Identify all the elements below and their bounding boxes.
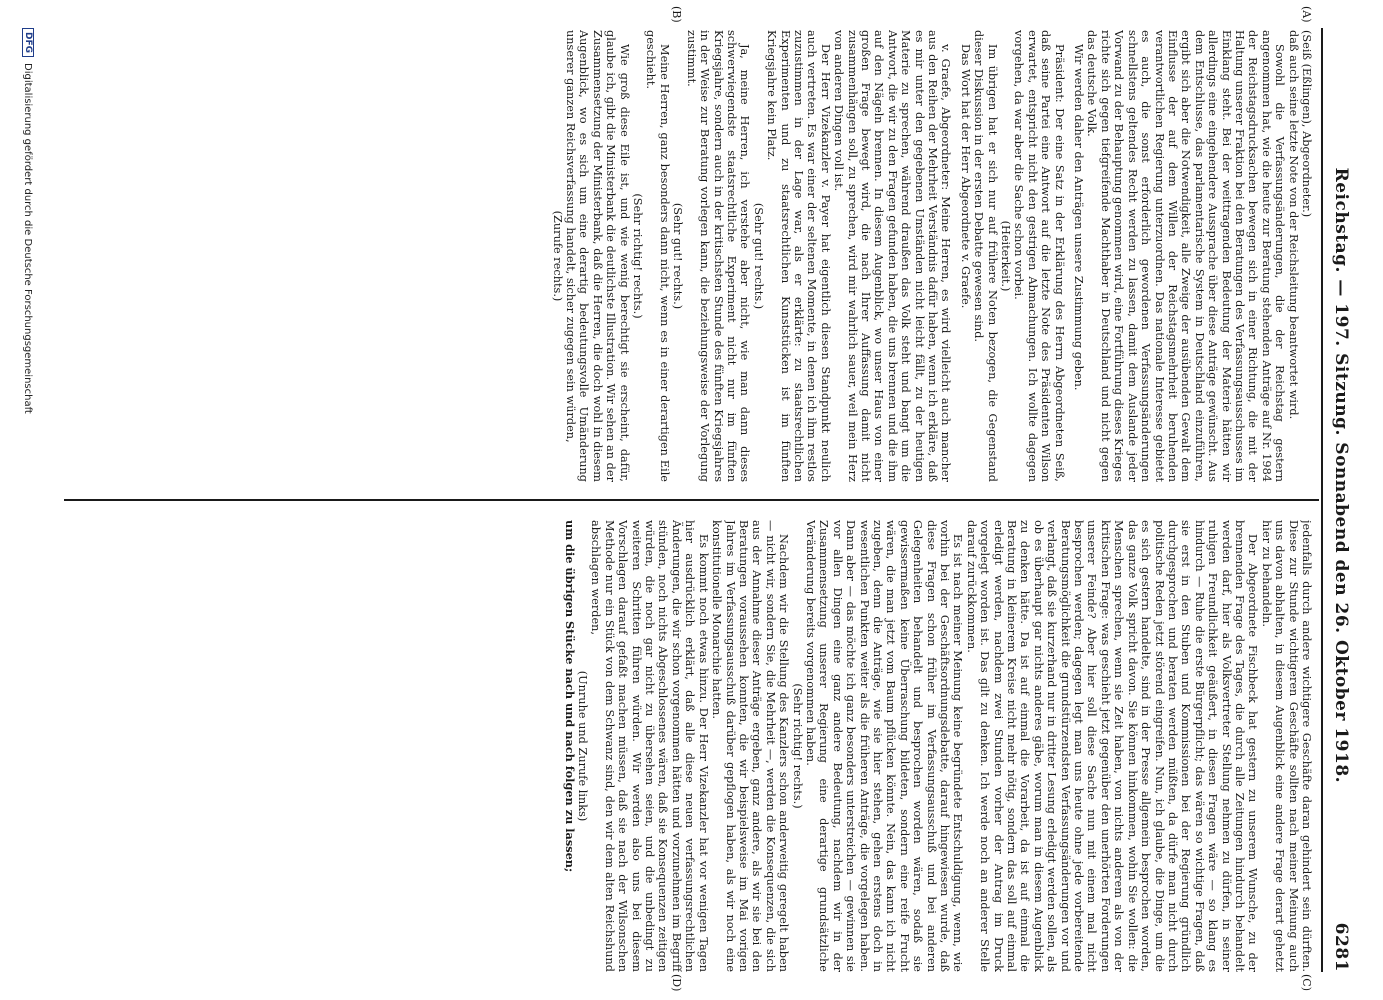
left-column-paragraph: daß auch seine letzte Note von der Reichsleitung beantwortet wird. bbox=[1286, 30, 1300, 420]
right-column-paragraph: jedenfalls durch andere wichtigere Geschäfte daran gehindert sein dürften. Diese zur Stunde wichtigeren Geschäfte sollten nach meiner Meinung auch uns davon abhalten, in diesem Augenblick eine andere Frage derart gehetzt hier zu behandeln. bbox=[1259, 520, 1313, 972]
header-rule bbox=[1321, 28, 1323, 972]
left-column-paragraph: (Seiß (Eßlingen), Abgeordneter.) bbox=[1300, 30, 1313, 218]
left-column bbox=[78, 30, 1313, 482]
margin-mark-b: (B) bbox=[670, 6, 683, 23]
page-title: Reichstag. — 197. Sitzung. Sonnabend den 26. Oktober 1918. bbox=[1331, 167, 1351, 784]
left-column-paragraph: Meine Herren, ganz besonders dann nicht, wenn es in einer derartigen Eile geschieht. bbox=[644, 30, 671, 482]
right-column-paragraph: um die übrigen Stücke nach und nach folgen zu lassen; bbox=[562, 520, 577, 873]
left-column-paragraph: Wie groß diese Eile ist, und wie wenig berechtigt sie erscheint, dafür, glaube ich, gibt die Ministerbank die deutlichste Illustration. Wir sehen an der Zusammensetzung der Ministerbank, daß die Herren, die doch wohl in diesem Augenblick, wo es sich um eine derartig bedeutungsvolle Umänderung unserer ganzen Reichsverfassung handelt, sicher zugegen sein würden, bbox=[564, 30, 631, 482]
footer-text: Digitalisierung gefördert durch die Deutsche Forschungsgemeinschaft bbox=[22, 63, 34, 414]
left-column-paragraph: (Sehr gut! rechts.) bbox=[671, 202, 685, 310]
left-column-paragraph: Sowohl die Verfassungsänderungen, die der Reichstag gestern angenommen hat, wie die heute zur Beratung stehenden Anträge auf Nr. 1984 der Reichstagsdrucksachen bewegen sich in einer Richtung, die mit der Haltung unserer Fraktion bei den Beratungen des Verfassungsausschusses im Einklang steht. Bei der weittragenden Bedeutung der Materie hätten wir allerdings eine eingehendere Aussprache über diese Anträge gewünscht. Aus dem Entschlusse, das parlamentarische System in Deutschland einzuführen, ergibt sich aber die Notwendigkeit, alle Zweige der ausübenden Gewalt dem Einflusse der auf dem Willen der Reichstagsmehrheit beruhenden verantwortlichen Regierung unterzuordnen. Das nationale Interesse gebietet es auch, die sonst erforderlich gewordenen Verfassungsänderungen schnellstens geltendes Recht werden zu lassen, damit dem Auslande jeder Vorwand zu der Behauptung genommen wird, eine Fortführung dieses Krieges richte sich gegen tiefgreifende Machthaber in Deutschland und nicht gegen das deutsche Volk. bbox=[1085, 30, 1287, 482]
left-column-paragraph: (Zurufe rechts.) bbox=[550, 210, 564, 302]
right-column-paragraph: Es ist nach meiner Meinung keine begründete Entschuldigung, wenn, wie vorhin bei der Geschäftsordnungsdebatte, darauf hingewiesen wurde, daß diese Fragen schon früher im Verfassungsausschuß und bei anderen Gelegenheiten behandelt und besprochen worden wären, sodaß sie gewissermaßen keine Überraschung bildeten, sondern eine reife Frucht wären, die man jetzt vom Baum pflücken könnte. Nein, das kann ich nicht zugeben, denn die Anträge, wie sie hier stehen, gehen erstens doch in wesentlichen Punkten weiter als die früheren Anträge, die vorgelegen haben. Dann aber — das möchte ich ganz besonders unterstreichen — gewinnen sie vor allen Dingen eine ganz andere Bedeutung, nachdem wir in der Zusammensetzung unserer Regierung eine derartige grundsätzliche Veränderung bereits vorgenommen haben. bbox=[803, 520, 965, 972]
right-column-paragraph: Nachdem wir die Stellung des Kanzlers schon anderweitig geregelt haben — nicht wir, sondern Sie, die Mehrheit —, werden die Konsequenzen, die sich aus der Annahme dieser Anträge ergeben, ganz andere, als wir sie bei den Beratungen voraussehen konnten, die wir beispielsweise im Mai vorigen Jahres im Verfassungsausschuß darüber gepflogen haben, als wir noch eine konstitutionelle Monarchie hatten. bbox=[710, 520, 791, 972]
right-column-paragraph: (Unruhe und Zurufe links) bbox=[576, 670, 590, 822]
right-column-paragraph: Der Abgeordnete Fischbeck hat gestern zu unserem Wunsche, zu der brennenden Frage des Tages, die durch alle Zeitungen hindurch behandelt werden darf, hier als Volksvertreter Stellung nehmen zu dürfen, in seiner ruhigen Freundlichkeit geäußert, in diesen Fragen wäre — so klang es hindurch — Ruhe die erste Bürgerpflicht; das wären so wichtige Fragen, daß sie erst in den Stuben und Kommissionen bei der Regierung gründlich durchgesprochen und beraten werden müßten, da dürfe man nicht durch politische Reden jetzt störend eingreifen. Nun, ich glaube, die Dinge, um die es sich gestern handelte, sind in der Presse allgemein besprochen worden, das ganze Volk spricht davon. Sie können hinkommen, wohin Sie wollen: die Menschen sprechen, wenn sie Zeit haben, von nichts anderem als von der kritischen Frage: was geschieht jetzt gegenüber den unerhörten Forderungen unserer Feinde? Aber hier soll diese Sache nun mit einem mal nicht besprochen werden; dagegen legt man uns heute ohne jede vorbereitende Beratungsmöglichkeit die grundstürzendsten Verfassungsänderungen vor und verlangt, daß sie kurzerhand nur in dritter Lesung erledigt werden sollen, als ob es überhaupt gar nichts anderes gäbe, worum man in diesem Augenblick zu denken hätte. Da ist auf einmal die Vorarbeit, da ist auf einmal die Beratung in kleinerem Kreise nicht mehr nötig, sondern das soll auf einmal erledigt werden, nachdem zwei Stunden vorher der Antrag im Druck vorgelegt worden ist. Das gilt zu denken. Ich werde noch an anderer Stelle darauf zurückkommen. bbox=[964, 520, 1260, 972]
page-number: 6281 bbox=[1331, 922, 1351, 972]
left-column-paragraph: v. Graefe, Abgeordneter: Meine Herren, es wird vielleicht auch mancher aus den Reihen der Mehrheit Verständnis dafür haben, wenn ich erkläre, daß es mir unter den gegebenen Umständen nicht leicht fällt, zu der heutigen Materie zu sprechen, während draußen das Volk steht und bangt um die Antwort, die wir zu den Fragen gefunden haben, die uns brennen und die ihm auf den Nägeln brennen. In diesem Augenblick, wo unser Haus von einer großen Frage bewegt wird, die nach Ihrer Auffassung damit nicht zusammenhängen soll, zu sprechen, wird mir wahrlich sauer, weil mein Herz von anderen Dingen voll ist. bbox=[832, 30, 953, 482]
right-column bbox=[78, 520, 1313, 972]
dfg-logo: DFG bbox=[22, 28, 34, 57]
left-column-paragraph: Präsident: Der eine Satz in der Erklärung des Herrn Abgeordneten Seiß, daß seine Partei eine Antwort auf die letzte Note des Präsidenten Wilson erwartet, entspricht nicht den gestrigen Abmachungen. Ich wollte dagegen vorgehen, da war aber die Sache schon vorbei. bbox=[1012, 30, 1066, 482]
left-column-paragraph: Ja, meine Herren, ich verstehe aber nicht, wie man dann dieses schwerwiegendste staatsrechtliche Experiment nicht nur im fünften Kriegsjahre, sondern auch in der kritischsten Stunde des fünften Kriegsjahres in der Weise zur Beratung vorlegen kann, die beziehungsweise der Vorlegung zustimmt. bbox=[684, 30, 752, 482]
margin-mark-d: (D) bbox=[670, 974, 683, 992]
left-column-paragraph: Das Wort hat der Herr Abgeordnete v. Graefe. bbox=[958, 44, 972, 309]
page-header bbox=[1327, 28, 1355, 972]
page-footer bbox=[18, 28, 38, 972]
margin-mark-c: (C) bbox=[1300, 974, 1313, 991]
right-column-paragraph: Es kommt noch etwas hinzu. Der Herr Vizekanzler hat vor wenigen Tagen hier ausdrücklich erklärt, daß alle diese neuen verfassungsrechtlichen Änderungen, die wir schon vorgenommen hätten und vorzunehmen im Begriff stünden, noch nichts Abgeschlossenes wären, daß sie Konsequenzen zeitigen würden, die noch gar nicht zu übersehen seien, und die unbedingt zu weiteren Schritten führen würden. Wir werden also uns bei diesem Vorschlagen darauf gefaßt machen müssen, daß sie nach der Wilsonschen Methode nur ein Stück von dem Schwanz sind, den wir dem alten Reichshund abschlagen werden, bbox=[589, 520, 710, 972]
left-column-paragraph: (Sehr gut! rechts.) bbox=[751, 202, 765, 310]
left-column-paragraph: Wir werden daher den Anträgen unsere Zustimmung geben. bbox=[1072, 44, 1086, 391]
left-column-paragraph: Der Herr Vizekanzler v. Payer hat eigentlich diesen Standpunkt neulich auch vertreten. Es war einer der seltenen Momente, in denen ich ihm restlos zuzustimmen in der Lage war, als er erklärte: zu staatsrechtlichen Experimenten und zu staatsrechtlichen Kunststücken ist im fünften Kriegsjahre kein Platz. bbox=[765, 30, 832, 482]
left-column-paragraph: Im übrigen hat er sich nur auf frühere Noten bezogen, die Gegenstand dieser Diskussion in der ersten Debatte gewesen sind. bbox=[972, 30, 999, 482]
right-column-paragraph: (Sehr richtig! rechts.) bbox=[790, 683, 804, 809]
left-column-paragraph: (Sehr richtig! rechts.) bbox=[631, 193, 645, 319]
left-column-paragraph: (Heiterkeit.) bbox=[999, 220, 1013, 292]
column-divider bbox=[64, 499, 1319, 501]
margin-mark-a: (A) bbox=[1300, 6, 1313, 23]
